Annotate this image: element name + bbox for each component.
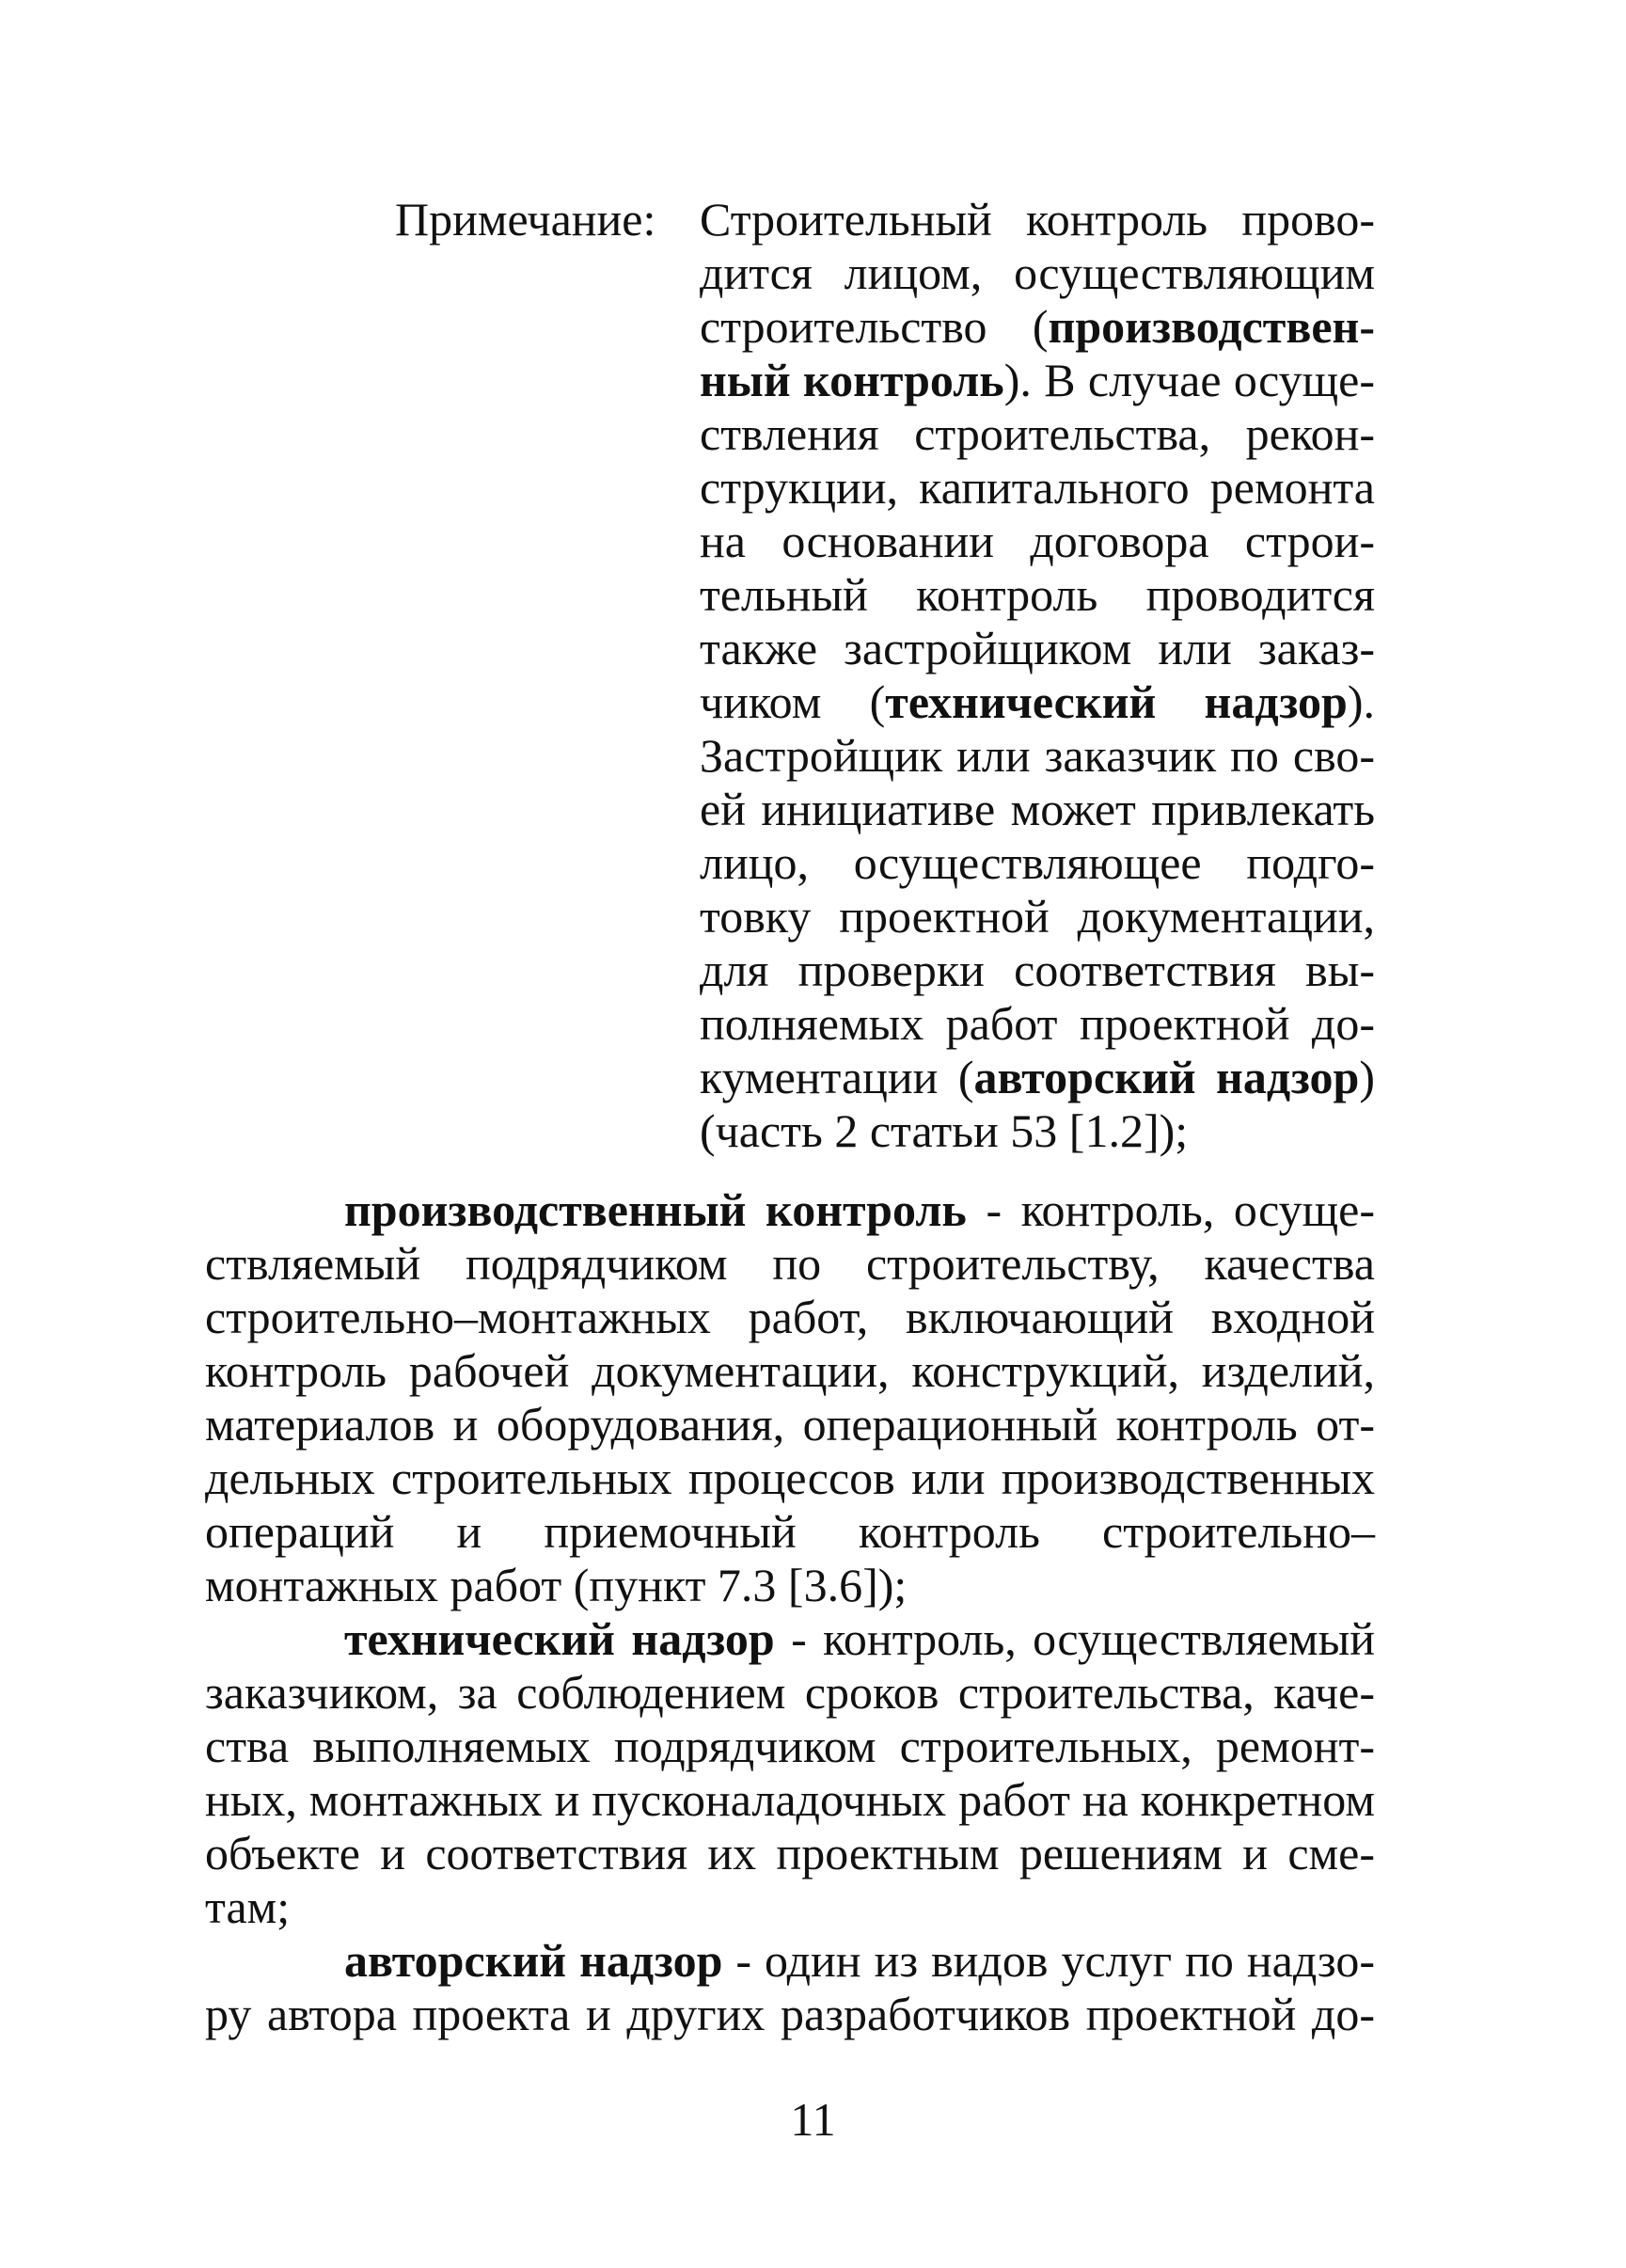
text-run: струкции, капитального ремонта <box>700 461 1375 514</box>
text-run: ных, монтажных и пусконаладочных работ на конкретном <box>205 1773 1375 1826</box>
bold-term: технический надзор <box>885 675 1348 728</box>
bold-term: производствен- <box>1048 300 1375 353</box>
text-run: ей инициативе может привлекать <box>700 783 1375 835</box>
note-line <box>700 407 1375 461</box>
note-line <box>700 354 1375 407</box>
note-line <box>700 193 1375 246</box>
note-line <box>700 1104 1188 1158</box>
note-line <box>700 515 1375 568</box>
definition-line <box>205 1505 1375 1559</box>
note-line <box>700 836 1375 890</box>
definition-line <box>205 1291 1375 1344</box>
text-run: строительство ( <box>700 300 1049 353</box>
definition-line <box>205 1773 1375 1827</box>
note-line <box>700 675 1375 729</box>
definition-first-line <box>344 1934 1375 1988</box>
definition-line <box>205 1880 290 1934</box>
text-run: чиком ( <box>700 675 886 728</box>
bold-term: ный контроль <box>700 354 1004 406</box>
note-line <box>700 246 1375 300</box>
note-line <box>700 783 1375 836</box>
text-run: - контроль, осуществляемый <box>774 1612 1375 1665</box>
text-run: для проверки соответствия вы- <box>700 944 1375 996</box>
text-run: объекте и соответствия их проектным решениям и сме- <box>205 1827 1375 1879</box>
definition-line <box>205 1344 1375 1398</box>
note-line <box>700 1051 1375 1104</box>
definition-line <box>205 1237 1375 1291</box>
text-run: - контроль, осуще- <box>966 1183 1375 1236</box>
text-run: ) <box>1359 1051 1375 1103</box>
definition-first-line <box>344 1183 1375 1237</box>
text-run: материалов и оборудования, операционный контроль от- <box>205 1398 1375 1451</box>
definition-line <box>205 1398 1375 1451</box>
note-line <box>700 622 1375 675</box>
text-run: ствляемый подрядчиком по строительству, качества <box>205 1237 1375 1290</box>
definition-line <box>205 1451 1375 1505</box>
bold-term: авторский надзор <box>973 1051 1360 1103</box>
text-run: также застройщиком или заказ- <box>700 622 1375 674</box>
text-run: монтажных работ (пункт 7.3 [3.6]); <box>205 1559 908 1611</box>
text-run: дится лицом, осуществляющим <box>700 246 1375 299</box>
text-run: ства выполняемых подрядчиком строительных, ремонт- <box>205 1720 1375 1772</box>
bold-term: технический надзор <box>344 1612 775 1665</box>
text-run: там; <box>205 1880 291 1933</box>
bold-term: производственный контроль <box>344 1183 967 1236</box>
note-line <box>700 890 1375 944</box>
page-number: 11 <box>790 2093 836 2146</box>
text-run: (часть 2 статьи 53 [1.2]); <box>700 1104 1189 1157</box>
text-run: заказчиком, за соблюдением сроков строительства, каче- <box>205 1666 1375 1719</box>
note-line <box>700 568 1375 622</box>
text-run: ). В случае осуще- <box>1003 354 1375 406</box>
text-run: ствления строительства, рекон- <box>700 407 1375 460</box>
text-run: ). <box>1347 675 1375 728</box>
note-line <box>700 944 1375 997</box>
text-run: Застройщик или заказчик по сво- <box>700 729 1375 782</box>
text-run: операций и приемочный контроль строительно– <box>205 1505 1375 1558</box>
bold-term: авторский надзор <box>344 1934 723 1987</box>
definition-line <box>205 1666 1375 1720</box>
note-line <box>700 729 1375 783</box>
text-run: - один из видов услуг по надзо- <box>722 1934 1375 1987</box>
text-run: кументации ( <box>700 1051 974 1103</box>
definition-line <box>205 1720 1375 1773</box>
text-run: на основании договора строи- <box>700 515 1375 567</box>
definition-line <box>205 1559 907 1612</box>
text-run: ру автора проекта и других разработчиков проектной до- <box>205 1988 1375 2040</box>
text-run: тельный контроль проводится <box>700 568 1375 621</box>
text-run: строительно–монтажных работ, включающий входной <box>205 1291 1375 1343</box>
text-run: Строительный контроль прово- <box>700 193 1375 246</box>
text-run: дельных строительных процессов или производственных <box>205 1451 1375 1504</box>
text-run: лицо, осуществляющее подго- <box>700 836 1375 889</box>
note-line <box>700 300 1375 354</box>
note-line <box>700 997 1375 1051</box>
text-run: полняемых работ проектной до- <box>700 997 1375 1050</box>
text-run: товку проектной документации, <box>700 890 1375 943</box>
definition-line <box>205 1827 1375 1880</box>
text-run: контроль рабочей документации, конструкций, изделий, <box>205 1344 1375 1397</box>
definition-line <box>205 1988 1375 2041</box>
note-line <box>700 461 1375 515</box>
note-label: Примечание: <box>395 193 656 246</box>
definition-first-line <box>344 1612 1375 1666</box>
